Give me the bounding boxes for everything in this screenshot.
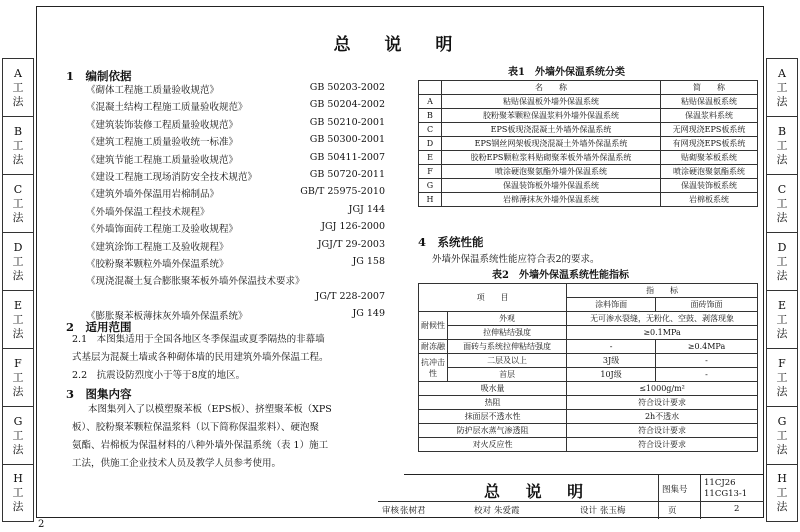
t2-thermal: 热阻 [419, 396, 567, 410]
review-label: 审核 [382, 506, 400, 516]
table1-cell: A [419, 95, 442, 109]
page-label: 页 [668, 506, 677, 516]
table1-header-cell: 简 称 [661, 81, 758, 95]
side-tab-c [2, 174, 34, 232]
standard-name: 《建设工程施工现场消防安全技术规范》 [86, 172, 258, 183]
table1 [418, 80, 758, 207]
t2-weather-tensile-value: ≥0.1MPa [567, 326, 758, 340]
standard-code: GB 50411-2007 [309, 151, 385, 163]
t2-impact-ground-tile: - [656, 368, 758, 382]
side-tab-text: 法 [12, 442, 24, 456]
table1-cell: EPS板现浇混凝土外墙外保温系统 [442, 123, 661, 137]
table1-cell: 保温装饰板系统 [661, 179, 758, 193]
table1-row [419, 109, 758, 123]
t2-impact-upper-tile: - [656, 354, 758, 368]
content-line-2: 板）、胶粉聚苯颗粒保温浆料（以下简称保温浆料）、硬泡聚 [72, 422, 320, 433]
content-line-1: 本图集列入了以模塑聚苯板（EPS板）、挤塑聚苯板（XPS [88, 404, 332, 415]
t2-impact-upper: 二层及以上 [448, 354, 567, 368]
side-tab-text: C [777, 182, 787, 196]
t2-water-value: ≤1000g/m² [567, 382, 758, 396]
title-block-rule [378, 501, 764, 502]
table1-cell: H [419, 193, 442, 207]
side-tab-text: E [777, 298, 787, 312]
standard-code: JG 158 [352, 256, 385, 267]
side-tab-text: B [13, 124, 23, 138]
table1-cell: 粘贴保温板系统 [661, 95, 758, 109]
side-tab-text: 工 [776, 138, 788, 152]
standard-name: 《外墙外保温工程技术规程》 [86, 206, 210, 218]
page-title: 总 说 明 [333, 35, 467, 55]
title-block [382, 474, 764, 519]
check-label: 校对 [474, 506, 492, 516]
standard-name: 《建筑装饰装修工程质量验收规范》 [86, 119, 239, 131]
corner-page-number: 2 [38, 519, 45, 530]
side-tab-c [766, 174, 798, 232]
side-tab-text: G [13, 414, 23, 428]
standard-name: 《建筑涂饰工程施工及验收规程》 [86, 241, 229, 253]
side-tab-text: 法 [776, 326, 788, 340]
performance-intro: 外墙外保温系统性能应符合表2的要求。 [432, 254, 600, 265]
t2-header-coating: 涂料饰面 [567, 298, 656, 312]
side-tab-text: E [13, 298, 23, 312]
t2-weather-tensile: 拉伸粘结强度 [448, 326, 567, 340]
table1-row [419, 95, 758, 109]
side-tab-d [766, 232, 798, 290]
standard-code: GB 50203-2002 [309, 82, 385, 93]
side-tab-text: 工 [776, 254, 788, 268]
side-tab-f [2, 348, 34, 406]
scope-line-3: 2.2 抗震设防烈度小于等于8度的地区。 [72, 370, 246, 381]
standard-code: JG 149 [352, 308, 385, 320]
t2-thermal-value: 符合设计要求 [567, 396, 758, 410]
t2-freeze-sub: 面砖与系统拉伸粘结强度 [448, 340, 567, 354]
table1-header-cell: 名 称 [442, 81, 661, 95]
section-heading-basis: 1 编制依据 [66, 69, 132, 83]
table1-row [419, 137, 758, 151]
side-tab-text: 工 [12, 196, 24, 210]
side-tab-text: 工 [776, 370, 788, 384]
side-tab-text: F [778, 356, 786, 370]
side-tab-text: 法 [776, 94, 788, 108]
standard-name: 《建筑节能工程施工质量验收规范》 [86, 154, 239, 166]
table1-cell: D [419, 137, 442, 151]
standard-name: 《现浇混凝土复合膨胀聚苯板外墙外保温技术要求》 [86, 276, 305, 288]
standard-name: 《建筑外墙外保温用岩棉制品》 [86, 189, 220, 201]
title-block-divider [700, 475, 701, 519]
side-tab-text: 工 [12, 312, 24, 326]
side-tab-text: A [14, 66, 22, 80]
side-tab-text: 法 [12, 94, 24, 108]
side-tab-h [766, 464, 798, 522]
t2-weather: 耐候性 [419, 312, 448, 340]
page-number: 2 [734, 504, 740, 514]
t2-impermeability: 抹面层不透水性 [419, 410, 567, 424]
side-tab-text: 法 [12, 500, 24, 513]
side-tab-text: H [777, 472, 787, 485]
side-tab-text: 法 [776, 268, 788, 282]
side-tab-text: B [777, 124, 787, 138]
t2-impact-upper-coating: 3J级 [567, 354, 656, 368]
standard-code: GB 50300-2001 [309, 134, 385, 146]
standard-code: GB/T 25975-2010 [300, 186, 385, 198]
side-tab-a [2, 58, 34, 116]
standard-name: 《胶粉聚苯颗粒外墙外保温系统》 [86, 259, 229, 270]
atlas-label: 图集号 [662, 485, 688, 495]
table2-caption: 表2 外墙外保温系统性能指标 [492, 270, 629, 281]
side-tab-d [2, 232, 34, 290]
t2-fire-value: 符合设计要求 [567, 438, 758, 452]
side-tab-text: 工 [12, 80, 24, 94]
standard-name: 《砌体工程施工质量验收规范》 [86, 85, 220, 96]
side-tab-text: 工 [12, 254, 24, 268]
table1-cell: 保温装饰板外墙外保温系统 [442, 179, 661, 193]
standard-name: 《混凝土结构工程施工质量验收规范》 [86, 102, 248, 114]
table1-cell: E [419, 151, 442, 165]
side-tab-text: 工 [12, 486, 24, 499]
table1-cell: 贴砌聚苯板系统 [661, 151, 758, 165]
side-tab-text: 法 [776, 384, 788, 398]
side-tab-text: H [13, 472, 23, 485]
standard-name: 《外墙饰面砖工程施工及验收规程》 [86, 224, 239, 236]
t2-weather-appearance: 外观 [448, 312, 567, 326]
table1-header-cell [419, 81, 442, 95]
side-tab-text: A [778, 66, 786, 80]
standard-code: GB 50210-2001 [309, 116, 385, 128]
table1-cell: 岩棉板系统 [661, 193, 758, 207]
standard-code: GB 50204-2002 [309, 99, 385, 111]
side-tab-f [766, 348, 798, 406]
design-name: 张玉梅 [600, 506, 626, 516]
t2-freeze-tile: ≥0.4MPa [656, 340, 758, 354]
table1-cell: 有网现浇EPS板系统 [661, 137, 758, 151]
side-tab-h [2, 464, 34, 522]
atlas-number-1: 11CJ26 [704, 478, 736, 488]
table1-cell: C [419, 123, 442, 137]
side-tab-text: 工 [776, 312, 788, 326]
t2-vapor-value: 符合设计要求 [567, 424, 758, 438]
review-name: 张树君 [400, 506, 426, 516]
side-tab-b [2, 116, 34, 174]
section-heading-scope: 2 适用范围 [66, 320, 132, 334]
side-tab-text: 法 [776, 500, 788, 513]
side-tab-g [766, 406, 798, 464]
side-tab-text: 工 [12, 138, 24, 152]
table1-cell: 喷涂硬泡聚氨酯系统 [661, 165, 758, 179]
t2-water: 吸水量 [419, 382, 567, 396]
side-tab-text: C [13, 182, 23, 196]
side-tab-text: 法 [12, 384, 24, 398]
table1-row [419, 165, 758, 179]
table1-caption: 表1 外墙外保温系统分类 [508, 67, 625, 78]
side-tab-text: 法 [776, 152, 788, 166]
section-heading-performance: 4 系统性能 [418, 235, 484, 249]
side-tab-text: 工 [12, 370, 24, 384]
t2-vapor: 防护层水蒸气渗透阻 [419, 424, 567, 438]
side-tab-text: D [13, 240, 23, 254]
t2-freeze-coating: - [567, 340, 656, 354]
table1-row [419, 193, 758, 207]
side-tab-e [2, 290, 34, 348]
side-tab-text: F [14, 356, 22, 370]
t2-impact-ground: 首层 [448, 368, 567, 382]
t2-impermeability-value: 2h不透水 [567, 410, 758, 424]
side-tab-text: 工 [776, 80, 788, 94]
side-tab-text: 法 [776, 210, 788, 224]
side-tab-text: 法 [12, 268, 24, 282]
scope-line-2: 式基层为混凝土墙或各种砌体墙的民用建筑外墙外保温工程。 [72, 352, 329, 363]
side-tab-text: D [777, 240, 787, 254]
side-tab-text: 法 [12, 152, 24, 166]
table1-cell: F [419, 165, 442, 179]
check-name: 朱爱霞 [494, 506, 520, 516]
table1-row [419, 123, 758, 137]
side-tab-text: 工 [12, 428, 24, 442]
t2-fire: 对火反应性 [419, 438, 567, 452]
table1-cell: EPS钢丝网架板现浇混凝土外墙外保温系统 [442, 137, 661, 151]
t2-impact-ground-coating: 10J级 [567, 368, 656, 382]
side-tab-text: 法 [776, 442, 788, 456]
t2-header-tile: 面砖饰面 [656, 298, 758, 312]
side-tab-text: 法 [12, 326, 24, 340]
t2-weather-appearance-value: 无可渗水裂缝，无粉化、空鼓、剥落现象 [567, 312, 758, 326]
side-tab-text: 法 [12, 210, 24, 224]
standard-name: 《建筑工程施工质量验收统一标准》 [86, 137, 239, 149]
table1-cell: 胶粉EPS颗粒浆料贴砌聚苯板外墙外保温系统 [442, 151, 661, 165]
title-block-divider [658, 475, 659, 519]
side-tab-b [766, 116, 798, 174]
table1-cell: 无网现浇EPS板系统 [661, 123, 758, 137]
content-line-3: 氨酯、岩棉板为保温材料的八种外墙外保温系统（表 1）施工 [72, 440, 329, 451]
table1-cell: 胶粉聚苯颗粒保温浆料外墙外保温系统 [442, 109, 661, 123]
t2-header-index: 指 标 [567, 284, 758, 298]
atlas-number-2: 11CG13-1 [704, 489, 748, 499]
side-tab-text: 工 [776, 428, 788, 442]
t2-impact: 抗冲击性 [419, 354, 448, 382]
side-tab-text: 工 [776, 486, 788, 499]
scope-line-1: 2.1 本图集适用于全国各地区冬季保温或夏季隔热的非幕墙 [72, 334, 325, 345]
table1-cell: 喷涂硬泡聚氨酯外墙外保温系统 [442, 165, 661, 179]
table2 [418, 283, 758, 452]
standard-name: 《膨胀聚苯板薄抹灰外墙外保温系统》 [86, 311, 248, 323]
table1-cell: G [419, 179, 442, 193]
side-tab-text: 工 [776, 196, 788, 210]
side-tab-g [2, 406, 34, 464]
t2-freeze: 耐冻融 [419, 340, 448, 354]
side-tab-text: G [777, 414, 787, 428]
title-block-name: 总 说 明 [484, 482, 594, 501]
table1-cell: 保温浆料系统 [661, 109, 758, 123]
table1-row [419, 179, 758, 193]
section-heading-content: 3 图集内容 [66, 387, 132, 401]
side-tab-e [766, 290, 798, 348]
right-tab-strip [766, 58, 798, 522]
side-tab-a [766, 58, 798, 116]
left-tab-strip [2, 58, 34, 522]
standard-code: GB 50720-2011 [309, 169, 385, 180]
standard-code: JGJ 126-2000 [321, 221, 385, 233]
t2-header-item: 项 目 [419, 284, 567, 312]
standard-code: JG/T 228-2007 [315, 290, 385, 302]
table1-cell: B [419, 109, 442, 123]
table1-cell: 岩棉薄抹灰外墙外保温系统 [442, 193, 661, 207]
content-line-4: 工法，供施工企业技术人员及教学人员参考使用。 [72, 458, 282, 469]
table1-cell: 粘贴保温板外墙外保温系统 [442, 95, 661, 109]
table1-row [419, 151, 758, 165]
design-label: 设计 [580, 506, 598, 516]
standard-code: JGJ/T 29-2003 [317, 238, 385, 250]
standard-code: JGJ 144 [348, 203, 385, 215]
